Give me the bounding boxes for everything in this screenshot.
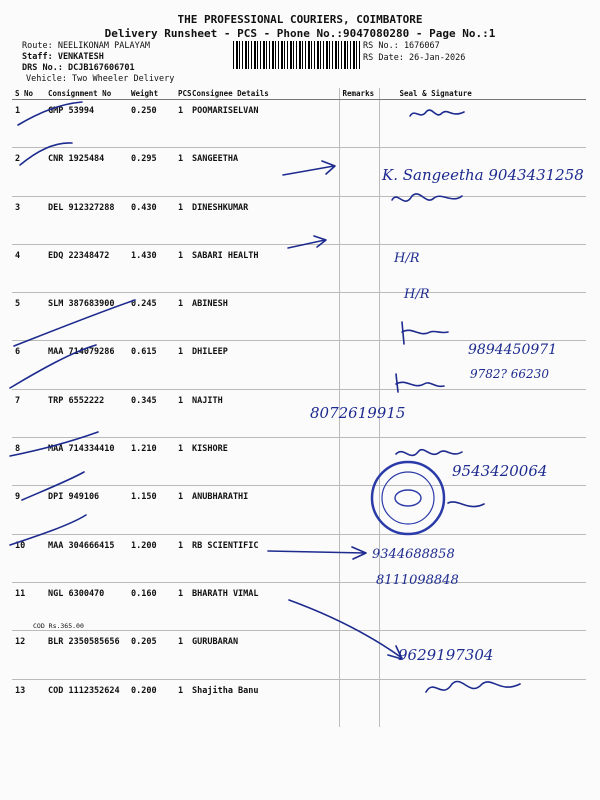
row-pcs: 1	[175, 389, 189, 437]
route-label: Route: NEELIKONAM PALAYAM	[22, 41, 150, 51]
row-pcs: 1	[175, 582, 189, 630]
row-consignment-no: CNR 1925484	[45, 148, 128, 196]
vehicle-label: Vehicle: Two Wheeler Delivery	[26, 74, 175, 84]
row-pcs: 1	[175, 341, 189, 389]
row-consignment-no: COD 1112352624	[48, 685, 120, 696]
row-sno: 4	[12, 244, 45, 292]
row-pcs: 1	[175, 244, 189, 292]
arrow-icon	[268, 547, 366, 559]
row-sno: 12	[12, 631, 45, 679]
row-consignment-no: DPI 949106	[45, 486, 128, 534]
signature-scribble	[426, 681, 520, 692]
row-pcs: 1	[178, 685, 184, 696]
row-sno: 3	[12, 196, 45, 244]
handwritten-phone: K. Sangeetha 9043431258	[382, 166, 584, 184]
row-pcs: 1	[175, 486, 189, 534]
row-pcs: 1	[175, 196, 189, 244]
runsheet-title: Delivery Runsheet - PCS - Phone No.:9047080280 - Page No.:1	[104, 27, 496, 40]
row-consignee: POOMARISELVAN	[189, 100, 339, 148]
row-pcs: 1	[175, 631, 189, 679]
row-weight: 1.430	[128, 244, 175, 292]
tick-mark	[22, 472, 84, 500]
signature-scribble	[410, 110, 464, 116]
row-sno: 11	[12, 582, 45, 630]
row-pcs: 1	[175, 293, 189, 341]
col-header-remarks: Remarks	[339, 88, 379, 100]
handwritten-phone: 9894450971	[468, 342, 558, 358]
col-header-sno: S No	[12, 88, 45, 100]
signature-scribble	[402, 322, 448, 344]
row-consignee: ANUBHARATHI	[189, 486, 339, 534]
row-weight: 1.150	[128, 486, 175, 534]
seal-stamp	[372, 462, 444, 534]
row-weight: 0.345	[128, 389, 175, 437]
row-consignment-no: NGL 6300470	[45, 582, 128, 630]
row-consignee: RB SCIENTIFIC	[189, 534, 339, 582]
row-consignment-no: EDQ 22348472	[45, 244, 128, 292]
row-weight: 0.430	[128, 196, 175, 244]
row-consignment-no: MAA 714334410	[45, 438, 128, 486]
col-header-weight: Weight	[128, 88, 175, 100]
row-weight: 0.245	[128, 293, 175, 341]
row-consignment-no: SLM 387683900	[45, 293, 128, 341]
row-weight: 0.200	[131, 685, 157, 696]
row-weight: 1.210	[128, 438, 175, 486]
col-header-signature: Seal & Signature	[379, 88, 586, 100]
row-consignee: ABINESH	[189, 293, 339, 341]
row-consignee: GURUBARAN	[189, 631, 339, 679]
row-sno: 13	[15, 685, 26, 696]
row-consignment-no: DEL 912327288	[45, 196, 128, 244]
row-weight: 0.160	[128, 582, 175, 630]
signature-scribble	[396, 374, 444, 392]
row-consignment-no: BLR 2350585656	[45, 631, 128, 679]
row-sno: 7	[12, 389, 45, 437]
signature-scribble	[392, 194, 462, 201]
col-header-consignee: Consignee Details	[189, 88, 339, 100]
rs-number: RS No.: 1676067	[363, 41, 440, 51]
row-consignee: BHARATH VIMAL	[189, 582, 339, 630]
row-weight: 0.295	[128, 148, 175, 196]
row-consignment-no: MAA 714079286	[45, 341, 128, 389]
row-pcs: 1	[175, 148, 189, 196]
row-weight: 0.250	[128, 100, 175, 148]
tick-mark	[18, 102, 82, 125]
tick-mark	[10, 345, 96, 388]
row-consignee: SANGEETHA	[189, 148, 339, 196]
handwritten-phone: 8111098848	[376, 573, 459, 588]
row-weight: 0.205	[128, 631, 175, 679]
row-sno: 10	[12, 534, 45, 582]
arrow-icon	[289, 600, 402, 659]
row-pcs: 1	[175, 438, 189, 486]
tick-mark	[14, 300, 135, 346]
cod-total: COD Rs.365.00	[33, 622, 84, 630]
staff-label: Staff: VENKATESH	[22, 52, 104, 62]
row-consignment-no: MAA 304666415	[45, 534, 128, 582]
row-sno: 1	[12, 100, 45, 148]
handwritten-phone: 9543420064	[452, 462, 548, 480]
tick-mark	[20, 143, 72, 165]
tick-mark	[10, 515, 86, 545]
handwritten-phone: 9629197304	[398, 646, 494, 664]
row-consignment-no: TRP 6552222	[45, 389, 128, 437]
handwritten-phone: 8072619915	[310, 404, 406, 422]
col-header-consignment: Consignment No	[45, 88, 128, 100]
col-header-pcs: PCS	[175, 88, 189, 100]
row-sno: 2	[12, 148, 45, 196]
row-weight: 1.200	[128, 534, 175, 582]
row-pcs: 1	[175, 100, 189, 148]
row-pcs: 1	[175, 534, 189, 582]
row-sno: 5	[12, 293, 45, 341]
handwritten-phone: 9344688858	[372, 547, 455, 562]
handwritten-note: H/R	[404, 287, 430, 302]
row-consignee: NAJITH	[189, 389, 339, 437]
handwritten-note: H/R	[394, 251, 420, 266]
row-weight: 0.615	[128, 341, 175, 389]
row-sno: 6	[12, 341, 45, 389]
row-consignment-no: GMP 53994	[45, 100, 128, 148]
row-consignee: Shajitha Banu	[192, 685, 259, 696]
tick-mark	[10, 432, 98, 456]
row-sno: 8	[12, 438, 45, 486]
drs-number: DRS No.: DCJB167606701	[22, 63, 135, 73]
rs-date: RS Date: 26-Jan-2026	[363, 53, 466, 63]
row-consignee: KISHORE	[189, 438, 339, 486]
company-title: THE PROFESSIONAL COURIERS, COIMBATORE	[177, 13, 423, 26]
signature-scribble	[448, 502, 484, 507]
row-consignee: DHILEEP	[189, 341, 339, 389]
row-consignee: DINESHKUMAR	[189, 196, 339, 244]
handwritten-phone: 9782? 66230	[470, 367, 549, 381]
arrow-icon	[283, 161, 335, 175]
signature-scribble	[396, 450, 462, 456]
row-sno: 9	[12, 486, 45, 534]
arrow-icon	[288, 236, 326, 248]
row-consignee: SABARI HEALTH	[189, 244, 339, 292]
